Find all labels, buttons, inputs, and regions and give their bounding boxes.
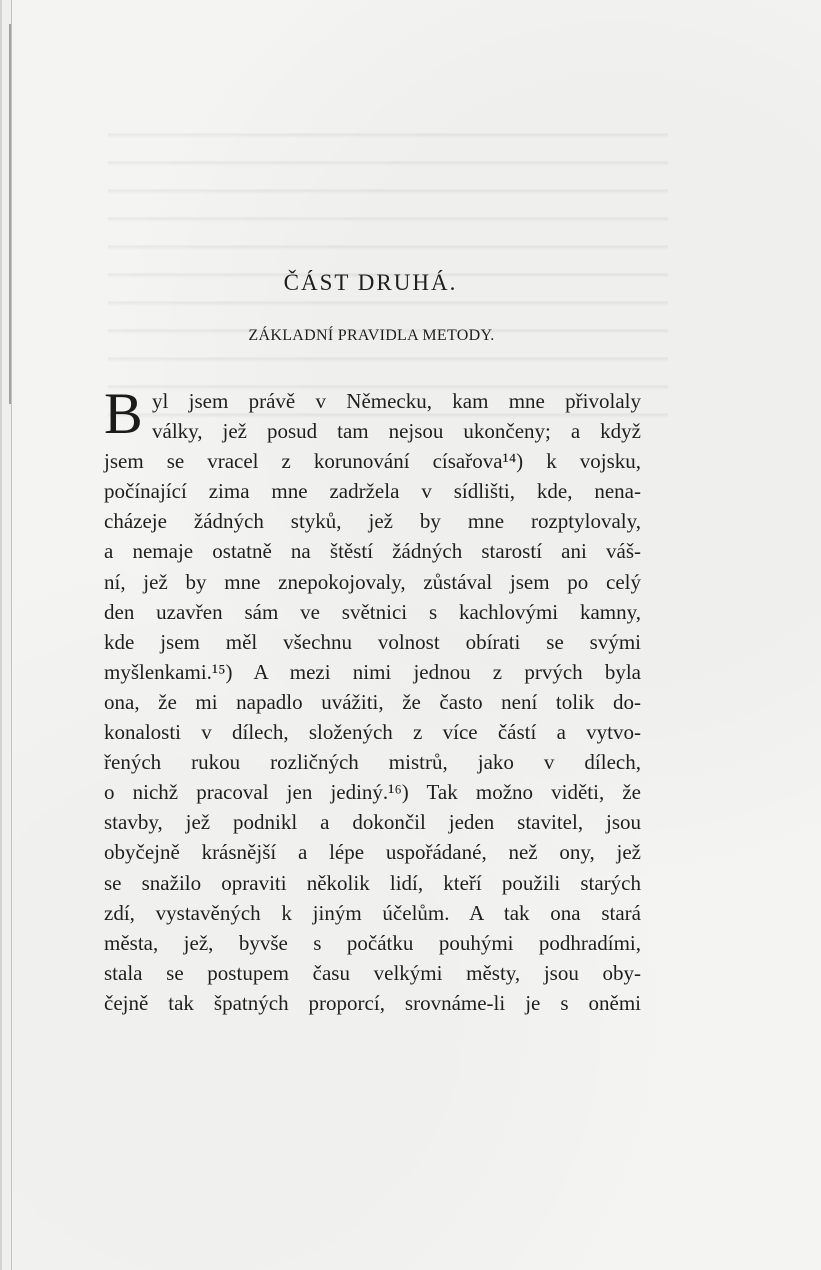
text-line-8: den uzavřen sám ve světnici s kachlovými kamny, xyxy=(104,599,641,624)
text-line-1: yl jsem právě v Německu, kam mne přivolaly xyxy=(152,389,641,413)
text-line-4: počínající zima mne zadržela v sídlišti, kde, nena- xyxy=(104,479,641,504)
text-line-20: stala se postupem času velkými městy, jsou oby- xyxy=(104,960,641,985)
page-title: ČÁST DRUHÁ. xyxy=(283,270,458,295)
text-line-7: ní, jež by mne znepokojovaly, zůstával jsem po celý xyxy=(104,569,641,594)
text-line-11: ona, že mi napadlo uvážiti, že často není tolik do- xyxy=(104,689,641,714)
text-line-3: jsem se vracel z korunování císařova¹⁴) k vojsku, xyxy=(104,449,641,474)
drop-cap: B xyxy=(104,381,143,446)
text-line-17: se snažilo opraviti několik lidí, kteří použili starých xyxy=(104,870,641,895)
text-line-12: konalosti v dílech, složených z více částí a vytvo- xyxy=(104,720,641,745)
text-line-16: obyčejně krásnější a lépe uspořádané, než ony, jež xyxy=(104,840,641,865)
body-paragraph xyxy=(104,386,641,1018)
text-line-19: města, jež, byvše s počátku pouhými podhradími, xyxy=(104,930,641,955)
text-line-21: čejně tak špatných proporcí, srovnáme-li je s oněmi xyxy=(104,990,641,1015)
section-subtitle: ZÁKLADNÍ PRAVIDLA METODY. xyxy=(248,327,495,344)
text-line-13: řených rukou rozličných mistrů, jako v dílech, xyxy=(104,750,641,775)
text-line-14: o nichž pracoval jen jediný.¹⁶) Tak možno viděti, že xyxy=(104,780,641,805)
text-line-9: kde jsem měl všechnu volnost obírati se svými xyxy=(104,629,641,654)
text-line-6: a nemaje ostatně na štěstí žádných starostí ani váš- xyxy=(104,539,641,564)
text-line-18: zdí, vystavěných k jiným účelům. A tak ona stará xyxy=(104,900,641,925)
text-line-10: myšlenkami.¹⁵) A mezi nimi jednou z prvých byla xyxy=(104,659,641,684)
text-line-2: války, jež posud tam nejsou ukončeny; a když xyxy=(152,419,641,444)
text-line-5: cházeje žádných styků, jež by mne rozptylovaly, xyxy=(104,509,641,534)
binding-shadow-line xyxy=(9,24,11,404)
text-line-15: stavby, jež podnikl a dokončil jeden stavitel, jsou xyxy=(104,810,641,835)
